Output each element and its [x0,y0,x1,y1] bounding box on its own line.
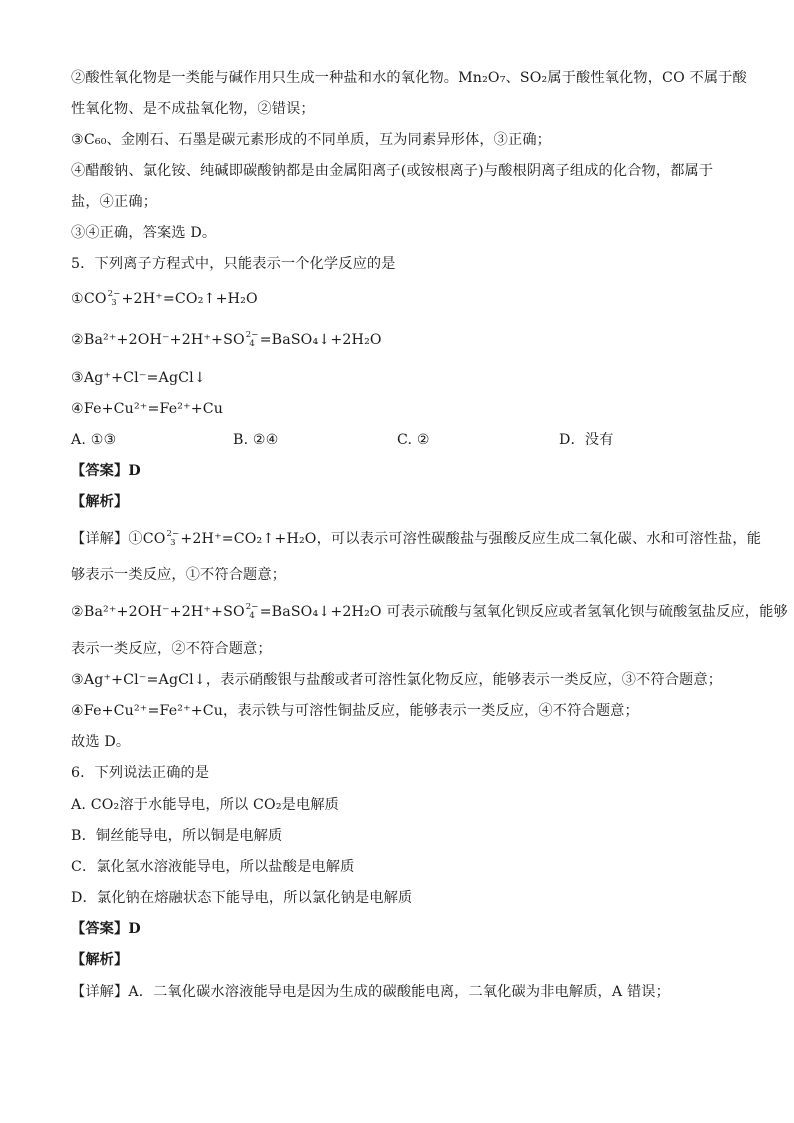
equation-3: ③Ag⁺+Cl⁻=AgCl↓ [71,370,206,386]
equation-1-part: ①CO [71,291,107,307]
equation-2-part: =BaSO₄↓+2H₂O [259,332,382,348]
detail-line [71,530,761,548]
detail-line: 故选 D。 [71,734,131,750]
carbonate-charge: 2− 3 [166,529,180,548]
detail-part: =BaSO₄↓+2H₂O 可表示硫酸与氢氧化钡反应或者氢氧化钡与硫酸氢盐反应，能够 [259,604,788,620]
text-line: ③④正确，答案选 D。 [71,225,217,241]
answer-label: 【答案】D [71,463,141,479]
text-line: ④醋酸钠、氯化铵、纯碱即碳酸钠都是由金属阳离子(或铵根离子)与酸根阴离子组成的化合物，都属于 [71,163,714,179]
option-c: C. ② [397,432,430,448]
question-6-stem: 6．下列说法正确的是 [71,765,210,781]
equation-2-part: ②Ba²⁺+2OH⁻+2H⁺+SO [71,332,245,348]
detail-line: ④Fe+Cu²⁺=Fe²⁺+Cu，表示铁与可溶性铜盐反应，能够表示一类反应，④不符合题意； [71,703,639,719]
sulfate-charge: 2− 4 [245,602,259,621]
detail-line: 表示一类反应，②不符合题意； [71,641,272,657]
detail-part: 【详解】①CO [71,531,166,547]
analysis-label: 【解析】 [71,494,129,510]
option-b: B．铜丝能导电，所以铜是电解质 [71,828,283,844]
analysis-label: 【解析】 [71,952,129,968]
question-5-stem: 5．下列离子方程式中，只能表示一个化学反应的是 [71,256,396,272]
sulfate-charge: 2− 4 [245,330,259,349]
detail-line: 够表示一类反应，①不符合题意； [71,567,287,583]
equation-1 [71,290,258,308]
detail-line: ③Ag⁺+Cl⁻=AgCl↓，表示硝酸银与盐酸或者可溶性氯化物反应，能够表示一类反应，③不符合题意； [71,672,723,688]
detail-part: ②Ba²⁺+2OH⁻+2H⁺+SO [71,604,245,620]
option-c: C．氯化氢水溶液能导电，所以盐酸是电解质 [71,859,355,875]
equation-1-part: +2H⁺=CO₂↑+H₂O [121,291,258,307]
text-line: 盐，④正确； [71,194,158,210]
equation-4: ④Fe+Cu²⁺=Fe²⁺+Cu [71,401,224,417]
option-a: A. CO₂溶于水能导电，所以 CO₂是电解质 [71,797,340,813]
equation-2 [71,331,382,349]
option-d: D．没有 [559,432,614,448]
answer-label: 【答案】D [71,921,141,937]
carbonate-charge: 2− 3 [107,289,121,308]
detail-line: 【详解】A．二氧化碳水溶液能导电是因为生成的碳酸能电离，二氧化碳为非电解质，A 错误； [71,984,670,1000]
option-d: D．氯化钠在熔融状态下能导电，所以氯化钠是电解质 [71,890,413,906]
text-line: 性氧化物、是不成盐氧化物，②错误； [71,101,315,117]
option-b: B. ②④ [233,432,279,448]
detail-part: +2H⁺=CO₂↑+H₂O，可以表示可溶性碳酸盐与强酸反应生成二氧化碳、水和可溶性盐，能 [180,531,762,547]
text-line: ②酸性氧化物是一类能与碱作用只生成一种盐和水的氧化物。Mn₂O₇、SO₂属于酸性氧化物，CO 不属于酸 [71,70,747,86]
question-5-options [71,431,671,449]
option-a: A. ①③ [71,432,117,448]
detail-line [71,603,788,621]
text-line: ③C₆₀、金刚石、石墨是碳元素形成的不同单质，互为同素异形体，③正确； [71,132,552,148]
